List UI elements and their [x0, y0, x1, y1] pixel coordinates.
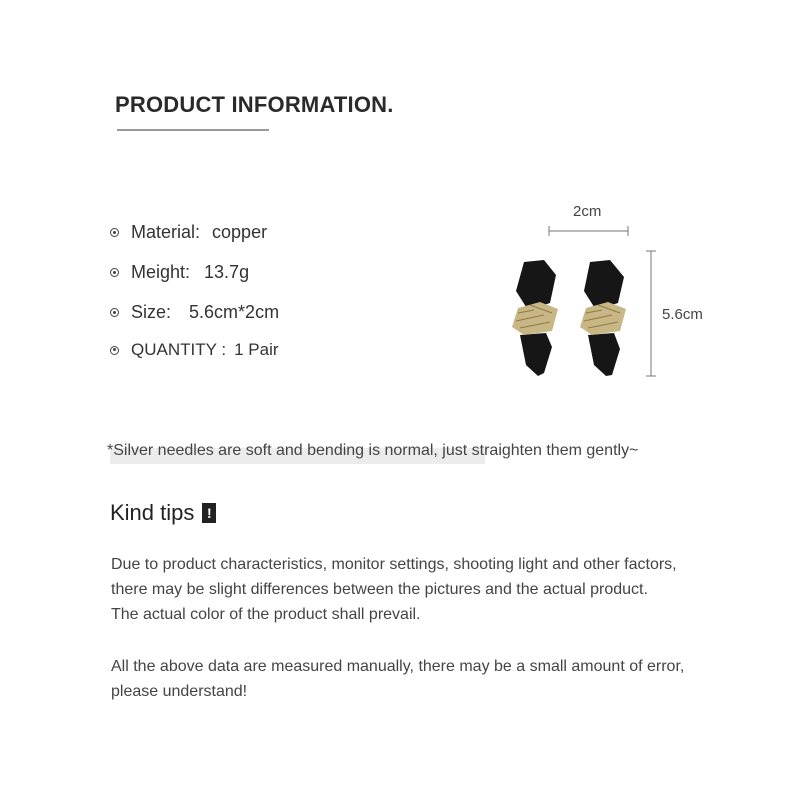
width-dimension-label: 2cm: [573, 203, 602, 220]
spec-quantity-label: QUANTITY :: [131, 340, 227, 359]
height-dimension-label: 5.6cm: [662, 306, 703, 323]
spec-material: [110, 222, 267, 243]
tips-line: The actual color of the product shall prevail.: [111, 606, 421, 623]
bullet-icon: [110, 228, 119, 237]
tips-line: All the above data are measured manually, there may be a small amount of error,: [111, 658, 685, 675]
spec-size-label: Size:: [131, 302, 172, 322]
spec-quantity-value: 1 Pair: [234, 340, 279, 359]
left-earring-shape: [512, 260, 558, 376]
silver-needle-note: *Silver needles are soft and bending is normal, just straighten them gently~: [107, 442, 639, 459]
tips-line: please understand!: [111, 683, 248, 700]
spec-weight-value: 13.7g: [204, 262, 250, 282]
height-dimension-line: [646, 251, 656, 376]
kind-tips-label: Kind tips: [110, 500, 195, 525]
tips-paragraph-1: [111, 552, 677, 627]
spec-material-label: Material:: [131, 222, 201, 242]
spec-size-value: 5.6cm*2cm: [189, 302, 280, 322]
spec-material-value: copper: [212, 222, 268, 242]
spec-size: [110, 302, 279, 323]
bullet-icon: [110, 268, 119, 277]
tips-paragraph-2: [111, 654, 684, 704]
width-dimension-line: [549, 226, 628, 236]
tips-line: there may be slight differences between the pictures and the actual product.: [111, 581, 648, 598]
spec-weight-label: Meight:: [131, 262, 191, 282]
heading-underline: [117, 129, 269, 131]
right-earring-shape: [580, 260, 626, 376]
bullet-icon: [110, 346, 119, 355]
spec-weight: [110, 262, 249, 283]
tips-line: Due to product characteristics, monitor settings, shooting light and other factors,: [111, 556, 677, 573]
spec-quantity: [110, 340, 279, 360]
kind-tips-title: [110, 500, 216, 526]
earring-illustration: [500, 195, 730, 395]
page-heading: PRODUCT INFORMATION.: [115, 92, 394, 117]
earring-size-diagram: [500, 195, 730, 395]
bullet-icon: [110, 308, 119, 317]
exclamation-icon: !: [202, 503, 216, 523]
